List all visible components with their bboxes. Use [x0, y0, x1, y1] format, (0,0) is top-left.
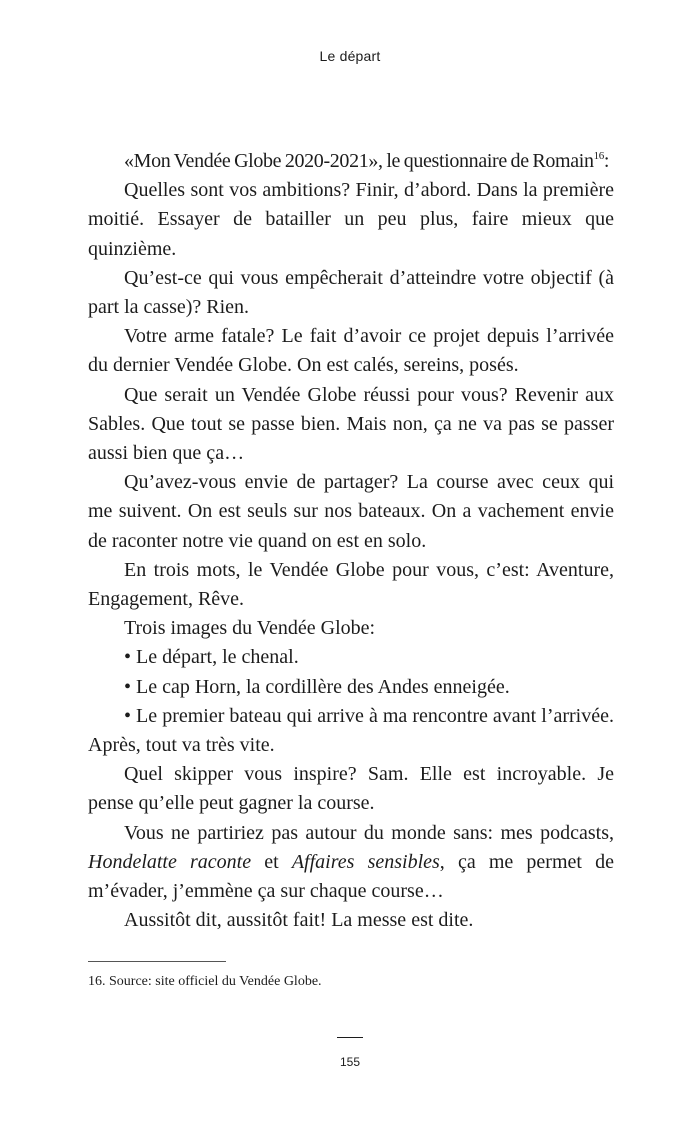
running-head: Le départ — [319, 48, 381, 64]
page-number-rule — [337, 1037, 363, 1038]
list-item-premier-bateau: • Le premier bateau qui arrive à ma rencontre avant l’arrivée. Après, tout va très vite. — [88, 704, 614, 757]
paragraph-closing: Aussitôt dit, aussitôt fait! La messe est dite. — [124, 909, 474, 932]
podcasts-mid: et — [251, 850, 292, 873]
body-text — [88, 147, 614, 935]
footnote: 16. Source: site officiel du Vendée Globe. — [88, 974, 322, 989]
podcasts-tail: , ça me permet de m’évader, j’emmène ça sur chaque course… — [88, 850, 614, 903]
list-item-cap-horn: • Le cap Horn, la cordillère des Andes enneigée. — [124, 675, 510, 698]
paragraph-skipper: Quel skipper vous inspire? Sam. Elle est incroyable. Je pense qu’elle peut gagner la course. — [88, 763, 614, 815]
paragraph-obstacles: Qu’est-ce qui vous empêcherait d’atteindre votre objectif (à part la casse)? Rien. — [88, 266, 614, 319]
footnote-divider — [88, 961, 226, 962]
paragraph-podcasts — [88, 819, 614, 907]
podcasts-lead: Vous ne partiriez pas autour du monde sans: mes podcasts, — [124, 821, 614, 844]
paragraph-ambitions: Quelles sont vos ambitions? Finir, d’abord. Dans la première moitié. Essayer de batailler un peu plus, faire mieux que quinzième. — [88, 179, 614, 260]
intro-paragraph — [88, 147, 614, 176]
paragraph-reussite: Que serait un Vendée Globe réussi pour vous? Revenir aux Sables. Que tout se passe bien. Mais non, ça ne va pas se passer aussi bien que ça… — [88, 383, 614, 465]
podcast-title-affaires: Affaires sensibles — [291, 850, 440, 873]
paragraph-partager: Qu’avez-vous envie de partager? La course avec ceux qui me suivent. On est seuls sur nos bateaux. On a vachement envie de raconter notre vie quand on est en solo. — [88, 471, 614, 552]
page-number: 155 — [339, 1055, 361, 1069]
podcast-title-hondelatte: Hondelatte raconte — [88, 850, 252, 873]
intro-text: «Mon Vendée Globe 2020-2021», le questionnaire de Romain — [124, 150, 594, 172]
paragraph-trois-mots: En trois mots, le Vendée Globe pour vous, c’est: Aventure, Engagement, Rêve. — [88, 558, 614, 611]
paragraph-arme-fatale: Votre arme fatale? Le fait d’avoir ce projet depuis l’arrivée du dernier Vendée Globe. On est calés, sereins, posés. — [88, 325, 614, 377]
list-item-depart: • Le départ, le chenal. — [124, 646, 299, 669]
footnote-reference[interactable]: 16 — [593, 150, 604, 162]
paragraph-trois-images: Trois images du Vendée Globe: — [124, 617, 376, 640]
intro-colon: : — [603, 150, 610, 172]
